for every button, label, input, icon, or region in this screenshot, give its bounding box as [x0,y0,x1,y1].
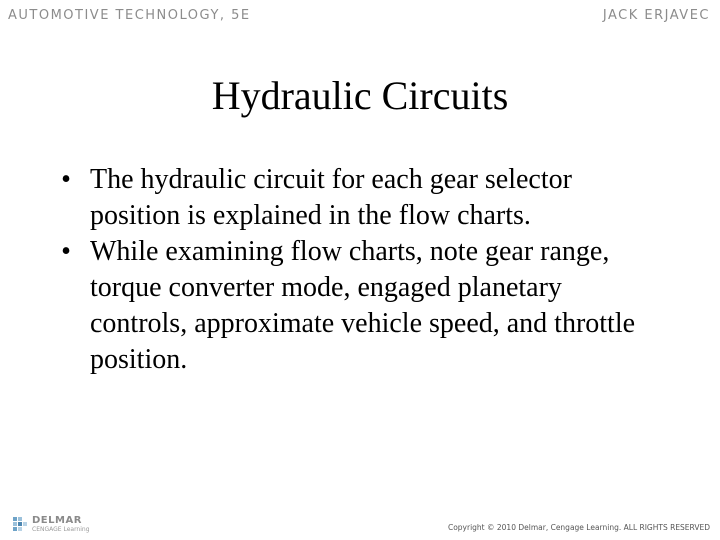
bullet-item [56,162,656,234]
author-header: JACK ERJAVEC [602,8,710,23]
book-title-header: AUTOMOTIVE TECHNOLOGY, 5E [8,8,251,23]
bullet-text: While examining flow charts, note gear range, torque converter mode, engaged planetary controls, approximate vehicle speed, and throttle position. [90,236,636,375]
copyright-notice: Copyright © 2010 Delmar, Cengage Learning. ALL RIGHTS RESERVED [447,523,710,532]
bullet-text: The hydraulic circuit for each gear selector position is explained in the flow charts. [90,164,572,231]
slide-title: Hydraulic Circuits [211,73,509,118]
bullet-item [56,234,656,378]
delmar-logo [12,514,122,536]
bullet-icon: • [61,164,71,195]
logo-subtitle: CENGAGE Learning [32,526,90,533]
header-band [0,0,720,32]
bullet-list [56,162,656,378]
logo-name: DELMAR [32,515,82,526]
delmar-logo-icon [12,516,28,532]
bullet-icon: • [61,236,71,267]
